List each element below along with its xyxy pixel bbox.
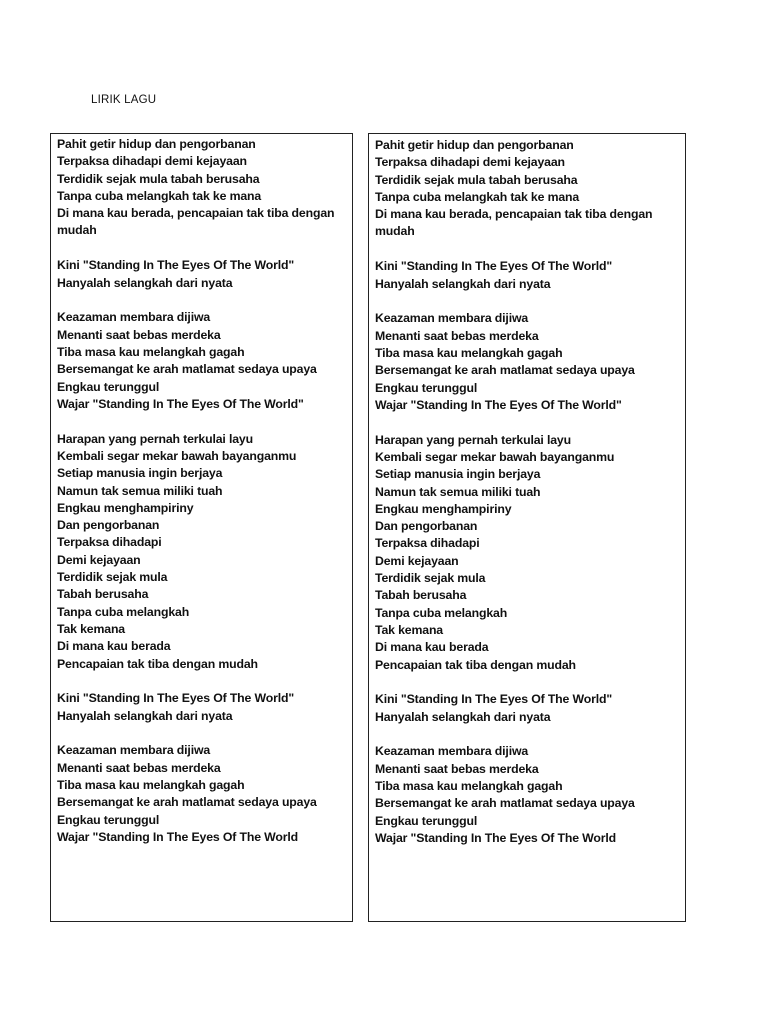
lyric-line: Harapan yang pernah terkulai layu: [375, 432, 571, 447]
stanza: [375, 691, 685, 726]
lyric-line: Tanpa cuba melangkah: [375, 605, 508, 620]
stanza: [375, 137, 685, 241]
lyric-line: Keazaman membara dijiwa: [57, 743, 211, 758]
stanza: [57, 136, 352, 240]
lyric-line: Tabah berusaha: [57, 587, 149, 602]
lyric-line: Tabah berusaha: [375, 588, 467, 603]
lyric-line: Kini "Standing In The Eyes Of The World": [375, 259, 613, 274]
lyric-line: Menanti saat bebas merdeka: [375, 328, 539, 343]
lyric-line: Namun tak semua miliki tuah: [375, 484, 541, 499]
stanza: [375, 310, 685, 414]
lyric-line: Demi kejayaan: [57, 552, 141, 567]
stanza: [57, 431, 352, 673]
lyric-line: Hanyalah selangkah dari nyata: [57, 275, 233, 290]
lyric-line: Tanpa cuba melangkah tak ke mana: [375, 189, 580, 204]
lyric-line: Terpaksa dihadapi: [57, 535, 162, 550]
lyric-line: Wajar "Standing In The Eyes Of The World": [57, 396, 304, 411]
lyric-line: Bersemangat ke arah matlamat sedaya upaya: [375, 796, 635, 811]
lyric-line: Bersemangat ke arah matlamat sedaya upaya: [57, 362, 317, 377]
lyric-line: Keazaman membara dijiwa: [375, 744, 529, 759]
lyric-line: Tanpa cuba melangkah: [57, 604, 190, 619]
lyric-line: Keazaman membara dijiwa: [375, 311, 529, 326]
lyric-line: Tiba masa kau melangkah gagah: [57, 344, 245, 359]
lyric-line: Engkau terunggul: [57, 812, 160, 827]
lyric-line: Menanti saat bebas merdeka: [375, 761, 539, 776]
lyric-line: Bersemangat ke arah matlamat sedaya upaya: [375, 363, 635, 378]
lyric-line: Engkau terunggul: [57, 379, 160, 394]
lyric-line: Pahit getir hidup dan pengorbanan: [57, 137, 256, 151]
lyric-line: Engkau terunggul: [375, 380, 478, 395]
lyric-line: Dan pengorbanan: [57, 518, 160, 533]
lyric-line: Tiba masa kau melangkah gagah: [57, 778, 245, 792]
lyric-line: Kini "Standing In The Eyes Of The World": [375, 692, 613, 707]
lyric-line: Terdidik sejak mula tabah berusaha: [57, 171, 260, 186]
stanza: [57, 690, 352, 725]
stanza: [57, 309, 352, 413]
lyric-line: Kembali segar mekar bawah bayanganmu: [57, 448, 297, 463]
stanza: [375, 258, 685, 293]
lyric-line: Wajar "Standing In The Eyes Of The World: [375, 830, 617, 845]
lyric-line: Hanyalah selangkah dari nyata: [57, 708, 233, 723]
lyric-line: Demi kejayaan: [375, 553, 459, 568]
lyric-line: Harapan yang pernah terkulai layu: [57, 431, 253, 446]
lyric-line: Namun tak semua miliki tuah: [57, 483, 223, 498]
lyric-line: Kini "Standing In The Eyes Of The World": [57, 691, 295, 706]
lyric-line: Terpaksa dihadapi demi kejayaan: [375, 155, 565, 170]
lyric-line: Tak kemana: [57, 621, 125, 636]
lyric-line: Wajar "Standing In The Eyes Of The World": [375, 397, 622, 412]
lyric-line: Terdidik sejak mula: [375, 571, 486, 586]
lyric-line: Engkau terunggul: [375, 813, 478, 828]
lyric-line: Setiap manusia ingin berjaya: [375, 467, 541, 482]
lyric-line: Terpaksa dihadapi demi kejayaan: [57, 154, 247, 169]
lyric-line: Tak kemana: [375, 622, 443, 637]
lyric-line: Terdidik sejak mula: [57, 570, 168, 585]
lyric-line: Di mana kau berada: [375, 640, 489, 655]
lyric-line: Tanpa cuba melangkah tak ke mana: [57, 188, 262, 203]
lyric-line: Hanyalah selangkah dari nyata: [375, 709, 551, 724]
lyric-line: Engkau menghampiriny: [375, 501, 512, 516]
lyric-line: Hanyalah selangkah dari nyata: [375, 276, 551, 291]
lyric-line: Engkau menghampiriny: [57, 500, 194, 515]
stanza: [57, 742, 352, 846]
lyric-line: Menanti saat bebas merdeka: [57, 327, 221, 342]
lyric-line: Di mana kau berada, pencapaian tak tiba dengan mudah: [375, 207, 653, 239]
lyric-line: Wajar "Standing In The Eyes Of The World: [57, 829, 299, 844]
lyrics-box-left: [50, 133, 353, 922]
lyric-line: Di mana kau berada, pencapaian tak tiba dengan mudah: [57, 206, 335, 238]
lyric-line: Terpaksa dihadapi: [375, 536, 480, 551]
lyric-line: Bersemangat ke arah matlamat sedaya upaya: [57, 795, 317, 810]
lyric-line: Setiap manusia ingin berjaya: [57, 466, 223, 481]
lyrics-box-right: [368, 133, 686, 922]
lyric-line: Tiba masa kau melangkah gagah: [375, 779, 563, 793]
stanza: [57, 257, 352, 292]
lyric-line: Pencapaian tak tiba dengan mudah: [57, 656, 258, 671]
lyric-line: Menanti saat bebas merdeka: [57, 760, 221, 775]
lyric-line: Di mana kau berada: [57, 639, 171, 654]
lyric-line: Dan pengorbanan: [375, 519, 478, 534]
lyric-line: Kini "Standing In The Eyes Of The World": [57, 258, 295, 273]
stanza: [375, 432, 685, 674]
stanza: [375, 743, 685, 847]
lyric-line: Tiba masa kau melangkah gagah: [375, 345, 563, 360]
lyric-line: Pencapaian tak tiba dengan mudah: [375, 657, 576, 672]
lyric-line: Kembali segar mekar bawah bayanganmu: [375, 449, 615, 464]
page-title: LIRIK LAGU: [91, 94, 157, 106]
lyric-line: Keazaman membara dijiwa: [57, 310, 211, 325]
lyric-line: Pahit getir hidup dan pengorbanan: [375, 138, 574, 152]
lyric-line: Terdidik sejak mula tabah berusaha: [375, 172, 578, 187]
